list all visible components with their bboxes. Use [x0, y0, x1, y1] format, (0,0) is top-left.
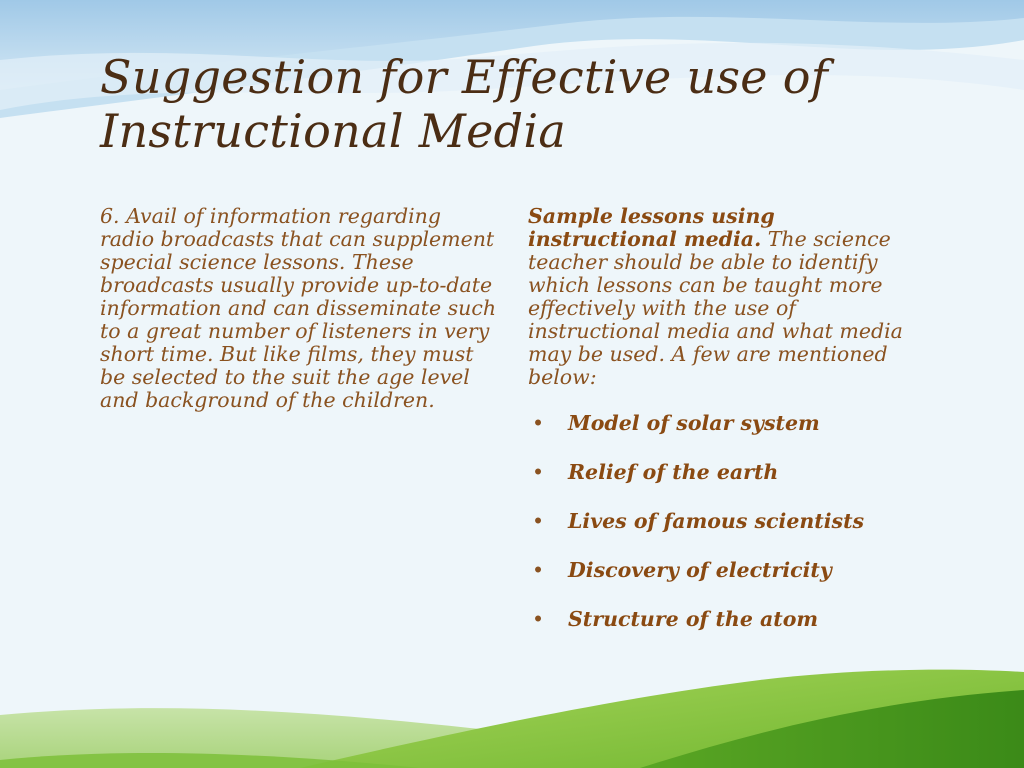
list-item-text: Relief of the earth — [568, 460, 779, 484]
list-item-text: Discovery of electricity — [568, 558, 832, 582]
list-item — [528, 460, 923, 484]
bullet-icon: • — [532, 509, 545, 533]
bullet-icon: • — [532, 411, 545, 435]
list-item — [528, 509, 923, 533]
list-item — [528, 558, 923, 582]
list-item-text: Structure of the atom — [568, 607, 819, 631]
bullet-icon: • — [532, 607, 545, 631]
bullet-icon: • — [532, 460, 545, 484]
list-item-text: Model of solar system — [568, 411, 820, 435]
bullet-icon: • — [532, 558, 545, 582]
slide-title: Suggestion for Effective use of Instructional Media — [100, 50, 829, 158]
right-column-intro — [528, 205, 923, 389]
left-column-body: 6. Avail of information regarding radio broadcasts that can supplement special science lessons. These broadcasts usually provide up-to-date information and can disseminate such to a great number of listeners in very short time. But like films, they must be selected to the suit the age level and background of the children. — [100, 204, 497, 412]
intro-text: The science teacher should be able to identify which lessons can be taught more effectively with the use of instructional media and what media may be used. A few are mentioned below: — [528, 227, 903, 389]
right-column — [528, 205, 923, 656]
list-item-text: Lives of famous scientists — [568, 509, 865, 533]
example-lessons-list — [528, 411, 923, 631]
left-column — [100, 205, 500, 412]
list-item — [528, 411, 923, 435]
intro-bold-lead: Sample lessons using instructional media. — [528, 204, 775, 251]
list-item — [528, 607, 923, 631]
